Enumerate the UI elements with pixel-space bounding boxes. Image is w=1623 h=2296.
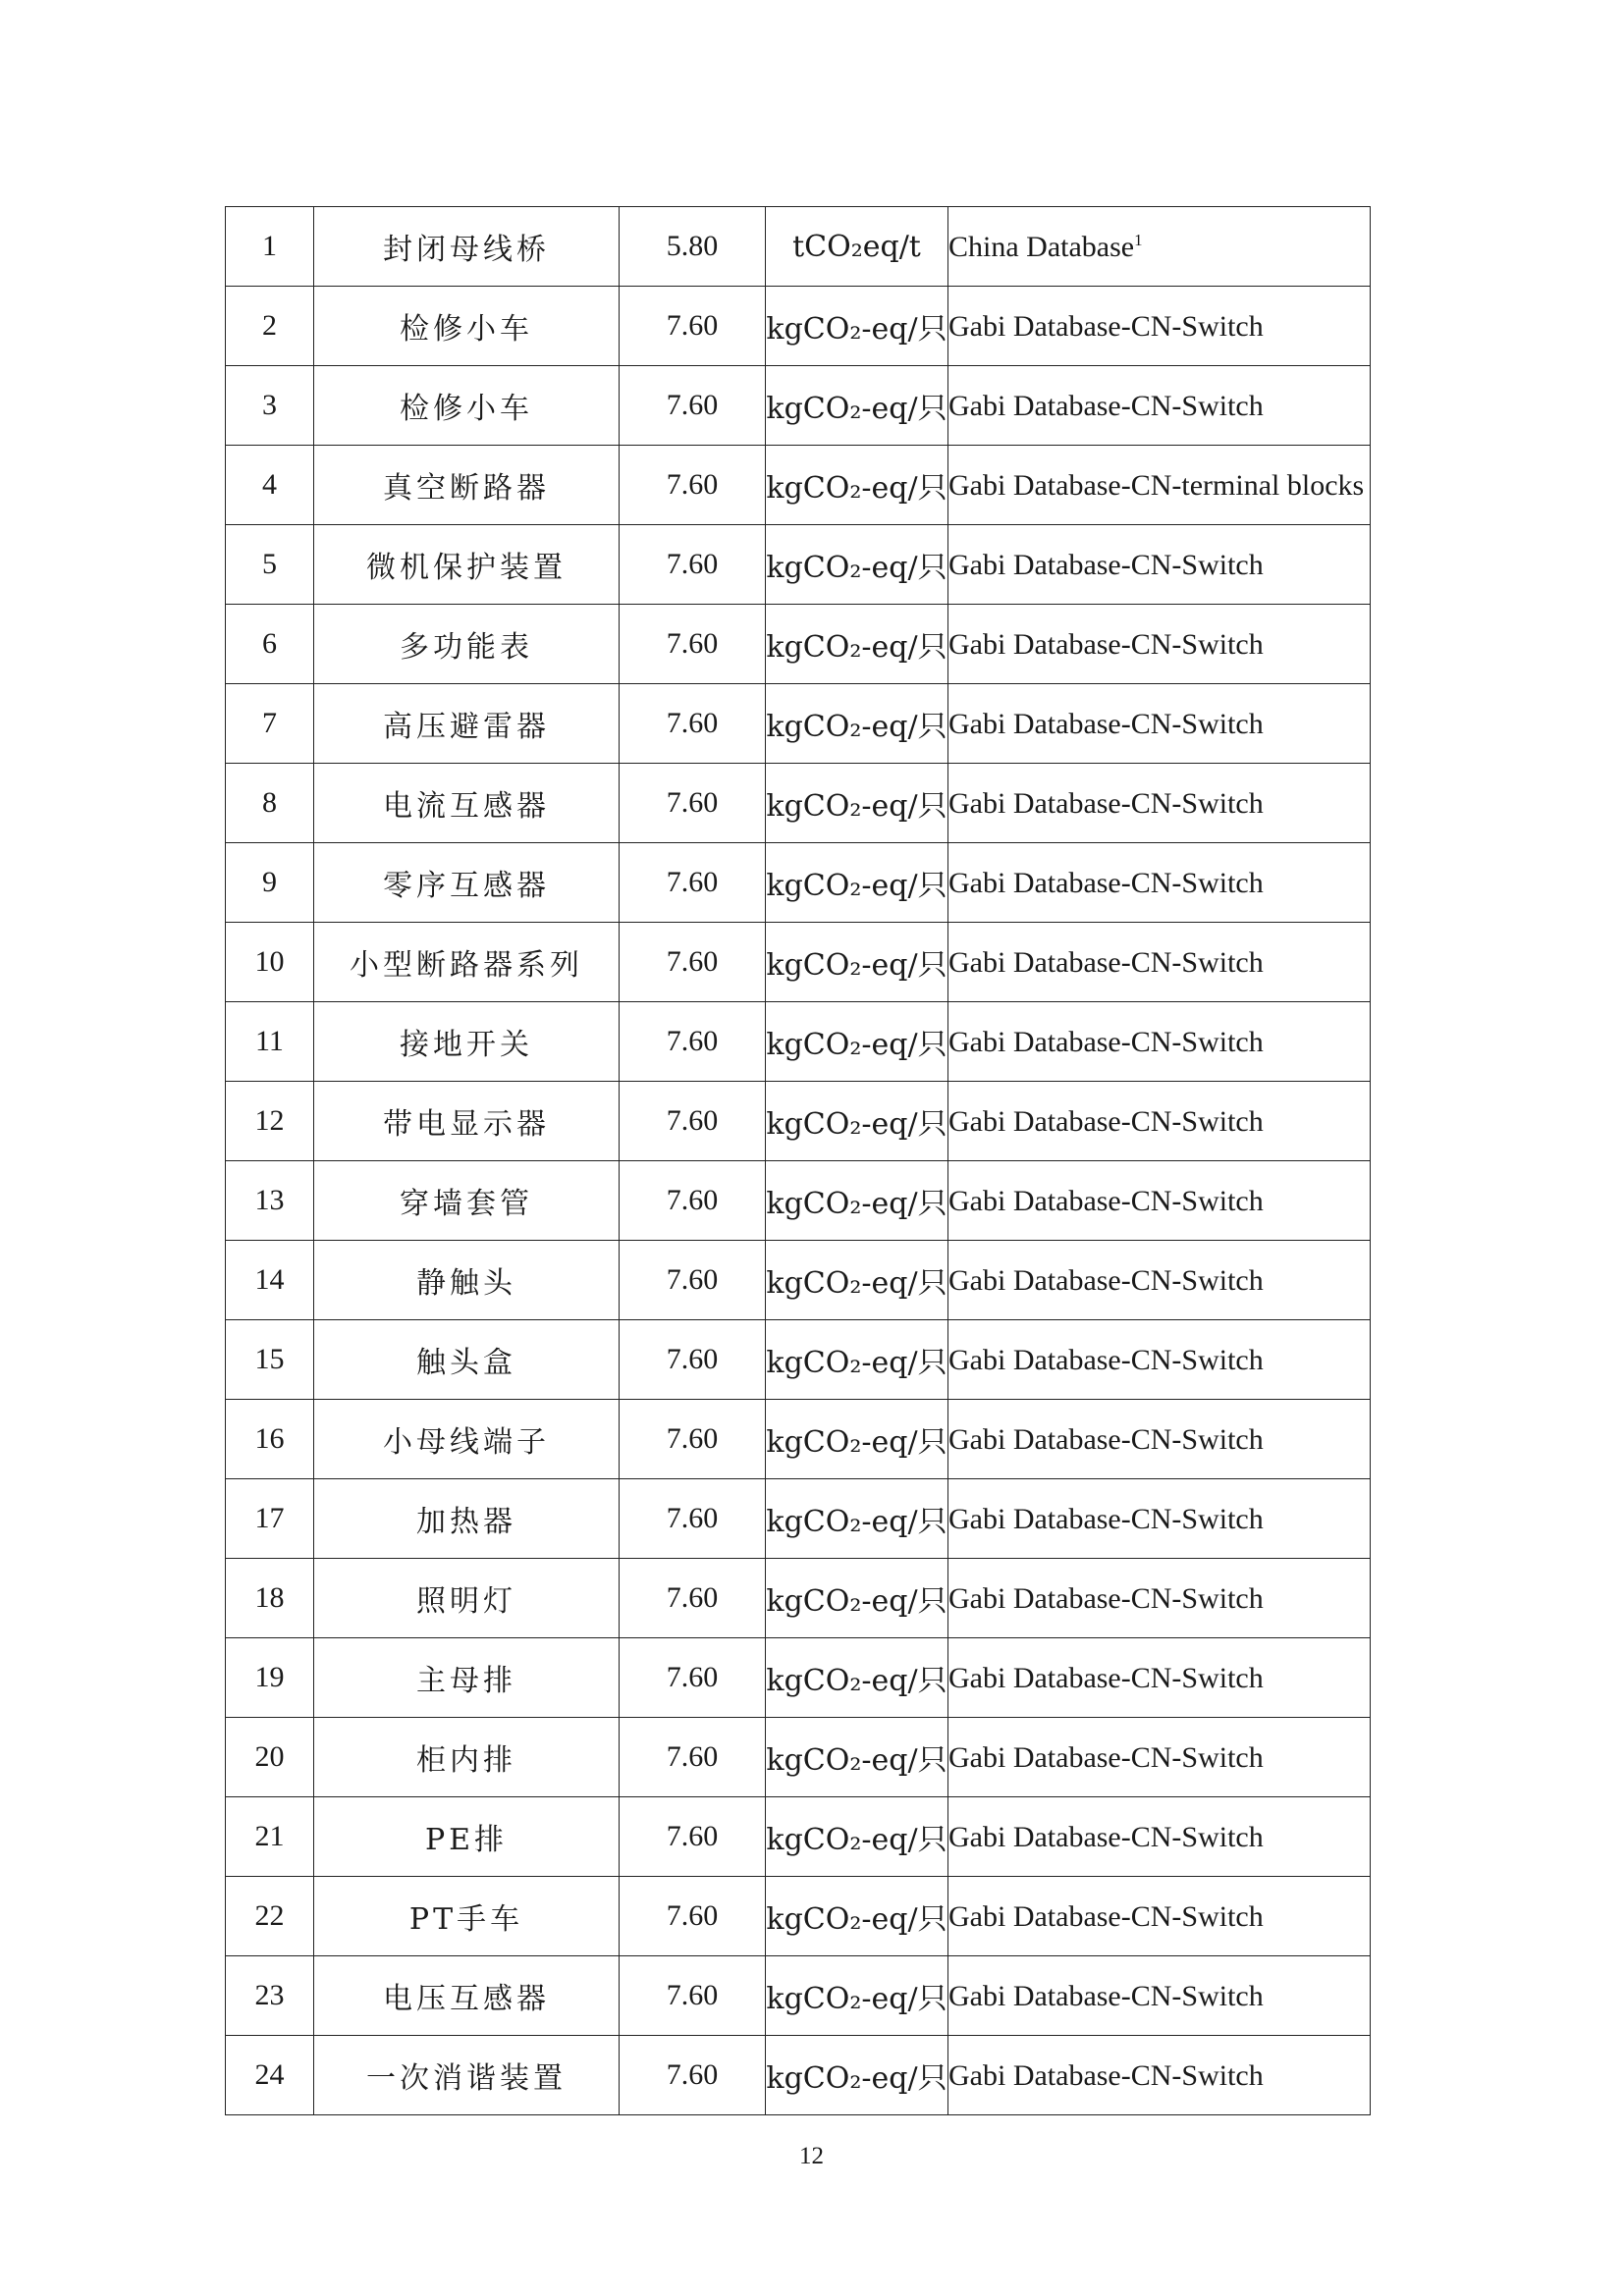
row-number: 24	[226, 2036, 314, 2115]
emission-factor-value: 7.60	[620, 684, 766, 764]
emission-factor-value: 7.60	[620, 2036, 766, 2115]
item-name: 加热器	[314, 1479, 620, 1559]
emission-factor-value: 7.60	[620, 1956, 766, 2036]
row-number: 4	[226, 446, 314, 525]
data-source: Gabi Database-CN-Switch	[948, 1956, 1371, 2036]
row-number: 2	[226, 287, 314, 366]
emission-factor-value: 7.60	[620, 605, 766, 684]
data-source: Gabi Database-CN-Switch	[948, 366, 1371, 446]
table-row	[226, 1002, 1371, 1082]
data-source: Gabi Database-CN-terminal blocks	[948, 446, 1371, 525]
row-number: 3	[226, 366, 314, 446]
emission-factor-unit: kgCO₂-eq/只	[766, 1797, 948, 1877]
emission-factor-value: 5.80	[620, 207, 766, 287]
row-number: 22	[226, 1877, 314, 1956]
table-row	[226, 923, 1371, 1002]
table-row	[226, 525, 1371, 605]
emission-factor-unit: kgCO₂-eq/只	[766, 1559, 948, 1638]
table-row	[226, 1638, 1371, 1718]
emission-factor-unit: kgCO₂-eq/只	[766, 1161, 948, 1241]
data-source-text: China Database	[948, 230, 1135, 263]
emission-factor-value: 7.60	[620, 1400, 766, 1479]
table-row	[226, 684, 1371, 764]
row-number: 11	[226, 1002, 314, 1082]
data-source: Gabi Database-CN-Switch	[948, 287, 1371, 366]
item-name: 多功能表	[314, 605, 620, 684]
item-name: 穿墙套管	[314, 1161, 620, 1241]
item-name: PE排	[314, 1797, 620, 1877]
table-row	[226, 2036, 1371, 2115]
item-name: 接地开关	[314, 1002, 620, 1082]
data-source: Gabi Database-CN-Switch	[948, 684, 1371, 764]
emission-factor-unit: kgCO₂-eq/只	[766, 287, 948, 366]
emission-factor-unit: tCO₂eq/t	[766, 207, 948, 287]
item-name: 柜内排	[314, 1718, 620, 1797]
item-name: 电流互感器	[314, 764, 620, 843]
table-row	[226, 446, 1371, 525]
data-source: Gabi Database-CN-Switch	[948, 605, 1371, 684]
row-number: 16	[226, 1400, 314, 1479]
emission-factor-unit: kgCO₂-eq/只	[766, 446, 948, 525]
emission-factor-unit: kgCO₂-eq/只	[766, 1718, 948, 1797]
table-row	[226, 1400, 1371, 1479]
item-name: 主母排	[314, 1638, 620, 1718]
table-row	[226, 1797, 1371, 1877]
table-row	[226, 1956, 1371, 2036]
emission-factor-value: 7.60	[620, 1479, 766, 1559]
data-source: Gabi Database-CN-Switch	[948, 1559, 1371, 1638]
table-row	[226, 207, 1371, 287]
emission-factor-unit: kgCO₂-eq/只	[766, 1479, 948, 1559]
emission-factor-value: 7.60	[620, 1877, 766, 1956]
item-name: 小母线端子	[314, 1400, 620, 1479]
table-row	[226, 1718, 1371, 1797]
row-number: 14	[226, 1241, 314, 1320]
emission-factor-value: 7.60	[620, 764, 766, 843]
emission-factor-value: 7.60	[620, 1559, 766, 1638]
item-name: 高压避雷器	[314, 684, 620, 764]
item-name: 触头盒	[314, 1320, 620, 1400]
item-name: 真空断路器	[314, 446, 620, 525]
item-name: 检修小车	[314, 287, 620, 366]
table-row	[226, 843, 1371, 923]
table-row	[226, 1082, 1371, 1161]
emission-factor-unit: kgCO₂-eq/只	[766, 1956, 948, 2036]
data-source: Gabi Database-CN-Switch	[948, 525, 1371, 605]
emission-factor-table	[225, 206, 1371, 2115]
row-number: 9	[226, 843, 314, 923]
data-source: Gabi Database-CN-Switch	[948, 843, 1371, 923]
row-number: 6	[226, 605, 314, 684]
emission-factor-value: 7.60	[620, 366, 766, 446]
emission-factor-unit: kgCO₂-eq/只	[766, 1002, 948, 1082]
row-number: 12	[226, 1082, 314, 1161]
emission-factor-value: 7.60	[620, 843, 766, 923]
emission-factor-value: 7.60	[620, 525, 766, 605]
emission-factor-value: 7.60	[620, 1161, 766, 1241]
row-number: 7	[226, 684, 314, 764]
data-source: Gabi Database-CN-Switch	[948, 1797, 1371, 1877]
item-name: 封闭母线桥	[314, 207, 620, 287]
row-number: 21	[226, 1797, 314, 1877]
table-row	[226, 287, 1371, 366]
table-row	[226, 1559, 1371, 1638]
emission-factor-unit: kgCO₂-eq/只	[766, 843, 948, 923]
row-number: 1	[226, 207, 314, 287]
emission-factor-value: 7.60	[620, 287, 766, 366]
emission-factor-unit: kgCO₂-eq/只	[766, 1400, 948, 1479]
item-name: 照明灯	[314, 1559, 620, 1638]
row-number: 20	[226, 1718, 314, 1797]
footnote-marker: 1	[1134, 230, 1143, 249]
row-number: 18	[226, 1559, 314, 1638]
emission-factor-unit: kgCO₂-eq/只	[766, 366, 948, 446]
data-source: Gabi Database-CN-Switch	[948, 2036, 1371, 2115]
item-name: 一次消谐装置	[314, 2036, 620, 2115]
data-source: Gabi Database-CN-Switch	[948, 1241, 1371, 1320]
emission-factor-value: 7.60	[620, 1638, 766, 1718]
emission-factor-unit: kgCO₂-eq/只	[766, 605, 948, 684]
emission-factor-unit: kgCO₂-eq/只	[766, 1241, 948, 1320]
data-source: Gabi Database-CN-Switch	[948, 1479, 1371, 1559]
table-row	[226, 764, 1371, 843]
table-row	[226, 1877, 1371, 1956]
emission-factor-value: 7.60	[620, 1797, 766, 1877]
row-number: 8	[226, 764, 314, 843]
data-source: Gabi Database-CN-Switch	[948, 1082, 1371, 1161]
table-row	[226, 366, 1371, 446]
emission-factor-unit: kgCO₂-eq/只	[766, 923, 948, 1002]
data-source: Gabi Database-CN-Switch	[948, 1002, 1371, 1082]
emission-factor-unit: kgCO₂-eq/只	[766, 1877, 948, 1956]
emission-factor-unit: kgCO₂-eq/只	[766, 764, 948, 843]
item-name: PT手车	[314, 1877, 620, 1956]
item-name: 电压互感器	[314, 1956, 620, 2036]
row-number: 13	[226, 1161, 314, 1241]
item-name: 检修小车	[314, 366, 620, 446]
emission-factor-unit: kgCO₂-eq/只	[766, 2036, 948, 2115]
table-row	[226, 1241, 1371, 1320]
item-name: 小型断路器系列	[314, 923, 620, 1002]
item-name: 静触头	[314, 1241, 620, 1320]
data-source: Gabi Database-CN-Switch	[948, 1400, 1371, 1479]
emission-factor-value: 7.60	[620, 923, 766, 1002]
item-name: 零序互感器	[314, 843, 620, 923]
emission-factor-value: 7.60	[620, 1002, 766, 1082]
data-source: Gabi Database-CN-Switch	[948, 923, 1371, 1002]
emission-factor-value: 7.60	[620, 1241, 766, 1320]
emission-factor-unit: kgCO₂-eq/只	[766, 1082, 948, 1161]
data-source	[948, 207, 1371, 287]
emission-factor-value: 7.60	[620, 446, 766, 525]
page-number: 12	[799, 2143, 824, 2169]
table-row	[226, 1479, 1371, 1559]
table-row	[226, 1161, 1371, 1241]
table-body	[226, 207, 1371, 2115]
table-row	[226, 605, 1371, 684]
emission-factor-value: 7.60	[620, 1320, 766, 1400]
emission-factor-unit: kgCO₂-eq/只	[766, 1320, 948, 1400]
item-name: 微机保护装置	[314, 525, 620, 605]
data-source: Gabi Database-CN-Switch	[948, 1320, 1371, 1400]
data-source: Gabi Database-CN-Switch	[948, 1161, 1371, 1241]
row-number: 19	[226, 1638, 314, 1718]
data-source: Gabi Database-CN-Switch	[948, 764, 1371, 843]
emission-factor-value: 7.60	[620, 1718, 766, 1797]
data-source: Gabi Database-CN-Switch	[948, 1638, 1371, 1718]
emission-factor-unit: kgCO₂-eq/只	[766, 525, 948, 605]
emission-factor-unit: kgCO₂-eq/只	[766, 684, 948, 764]
emission-factor-value: 7.60	[620, 1082, 766, 1161]
data-source: Gabi Database-CN-Switch	[948, 1718, 1371, 1797]
data-source: Gabi Database-CN-Switch	[948, 1877, 1371, 1956]
row-number: 23	[226, 1956, 314, 2036]
row-number: 5	[226, 525, 314, 605]
item-name: 带电显示器	[314, 1082, 620, 1161]
row-number: 10	[226, 923, 314, 1002]
row-number: 17	[226, 1479, 314, 1559]
emission-factor-unit: kgCO₂-eq/只	[766, 1638, 948, 1718]
row-number: 15	[226, 1320, 314, 1400]
table-row	[226, 1320, 1371, 1400]
